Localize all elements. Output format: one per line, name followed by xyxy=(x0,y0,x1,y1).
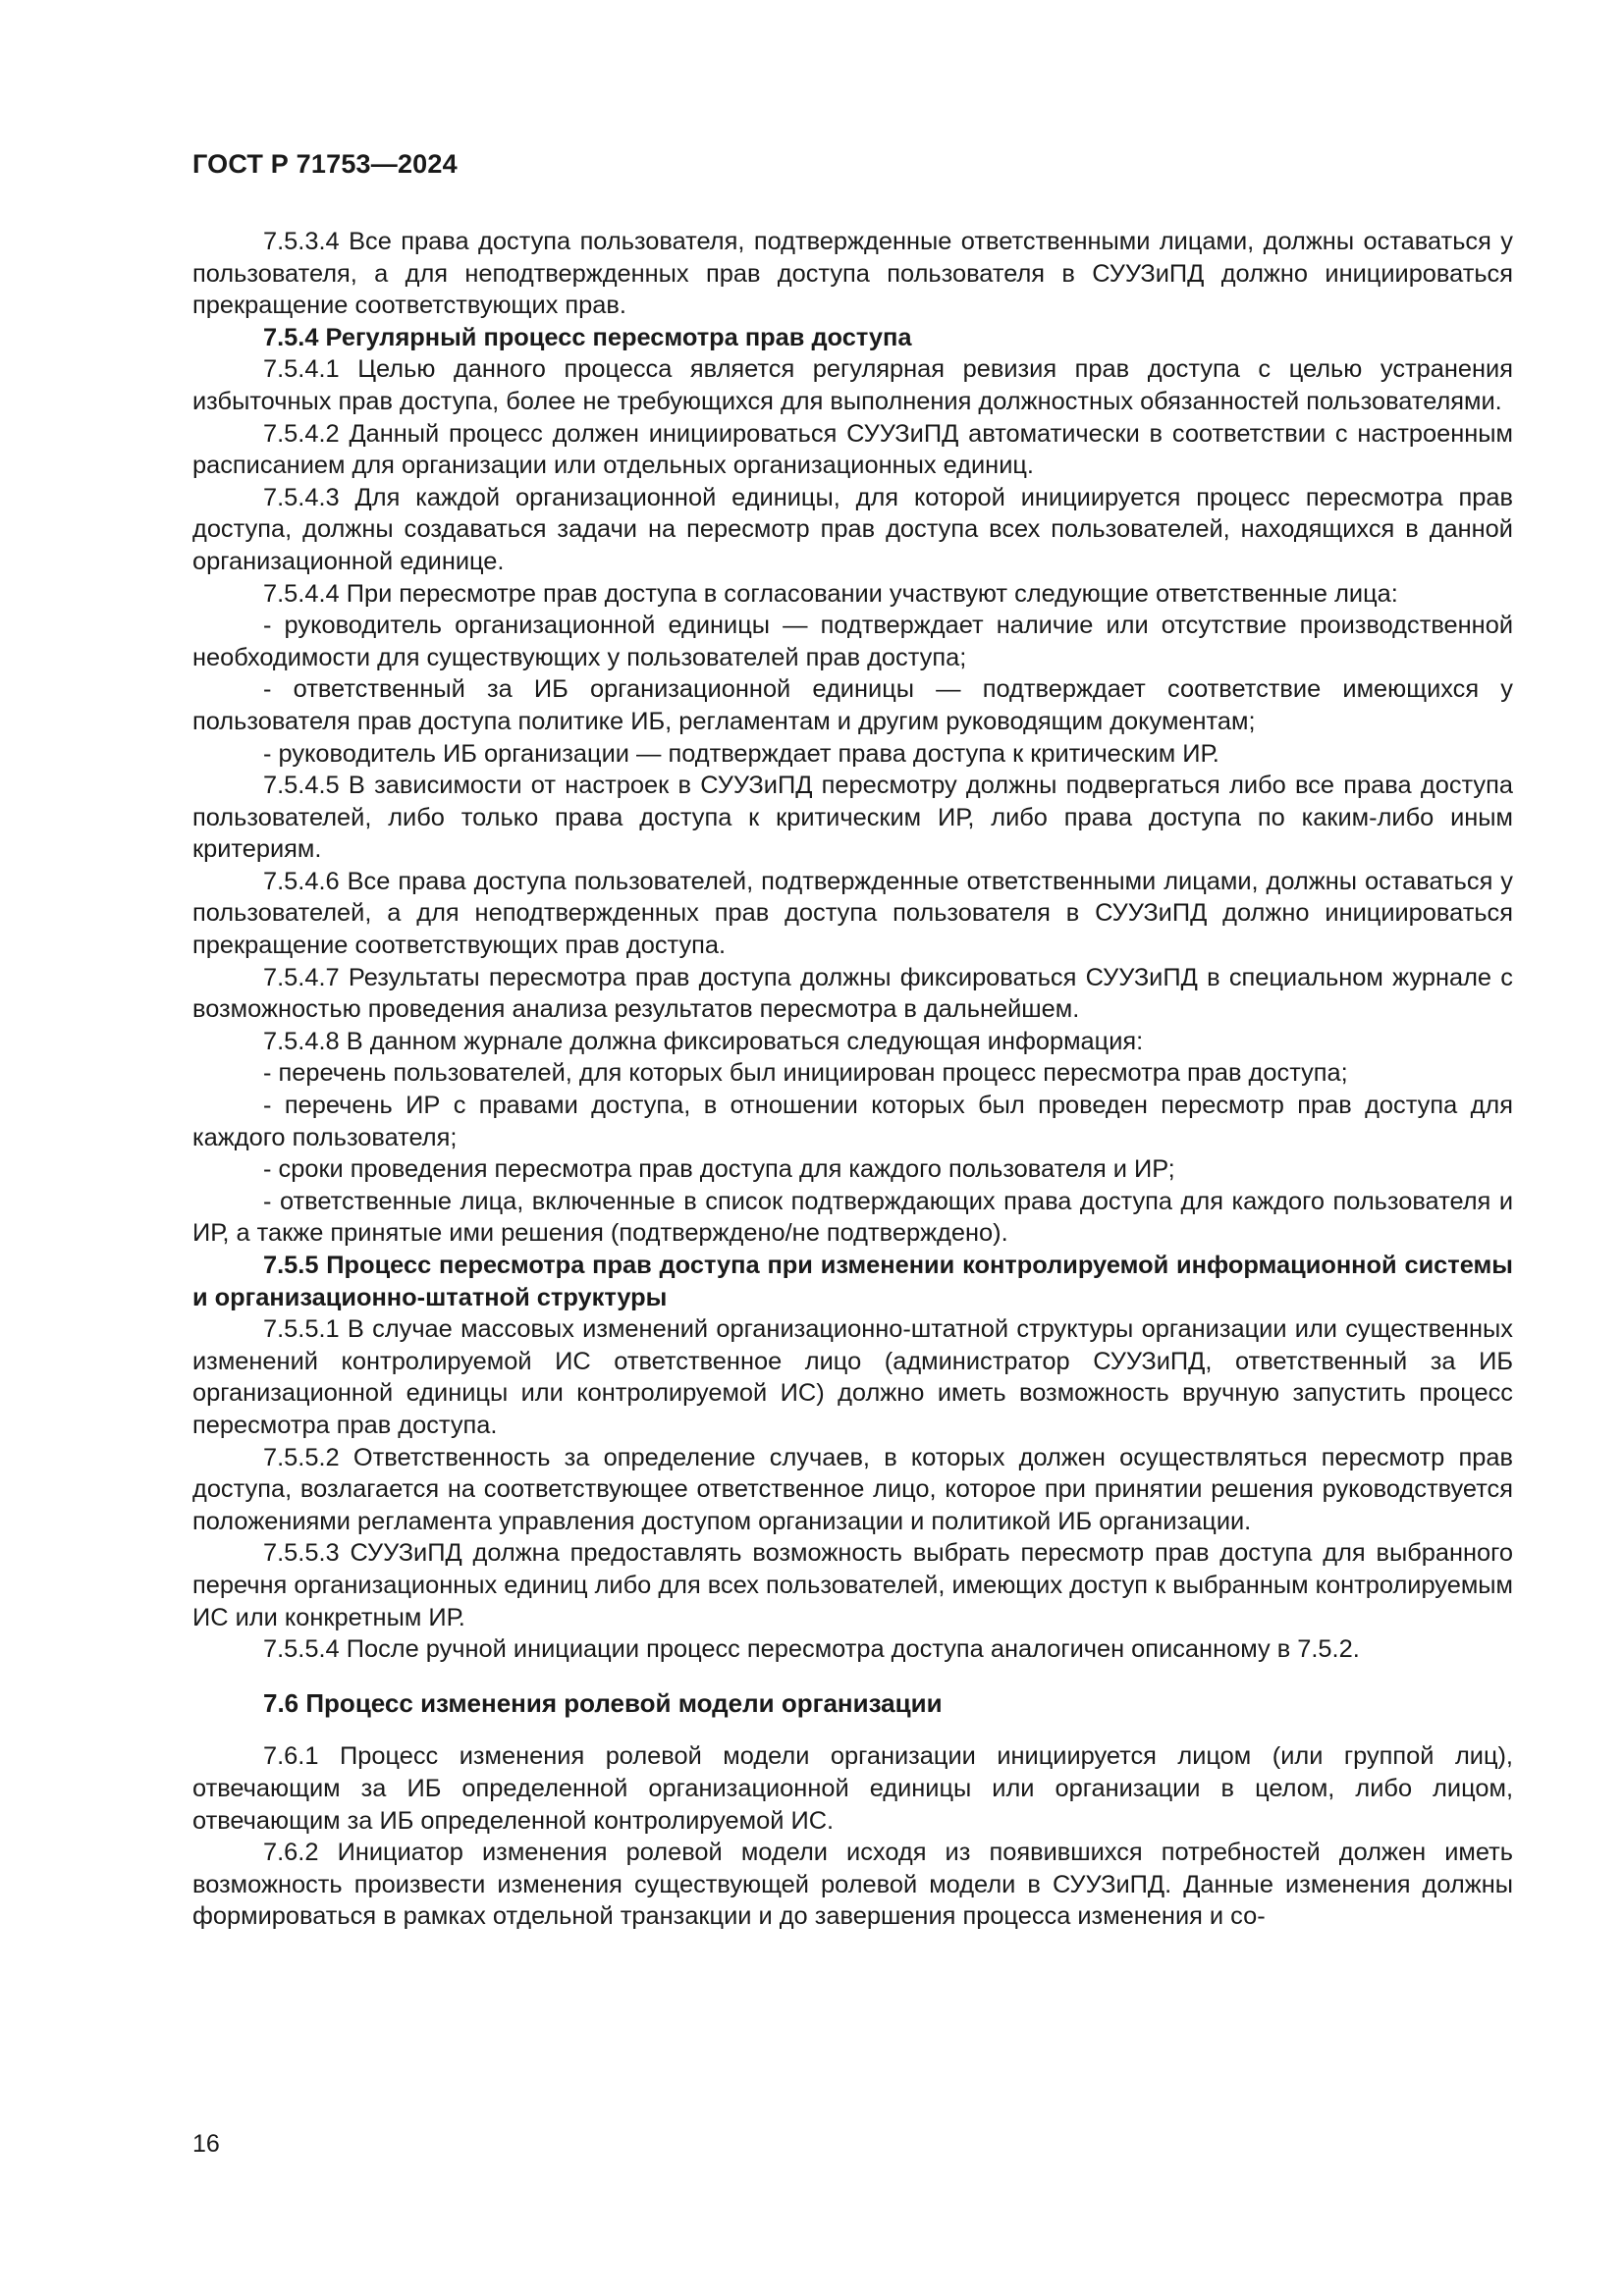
subsection-heading: 7.5.5 Процесс пересмотра прав доступа при изменении контролируемой информационной системы и организационно-штатной структуры xyxy=(192,1252,1513,1311)
paragraph: - руководитель организационной единицы — подтверждает наличие или отсутствие производственной необходимости для существующих у пользователей прав доступа; xyxy=(192,612,1513,671)
paragraph: 7.5.4.6 Все права доступа пользователей, подтвержденные ответственными лицами, должны оставаться у пользователей, а для неподтвержденных прав доступа пользователя в СУУЗиПД должно инициироваться прекращение соответствующих прав доступа. xyxy=(192,867,1513,960)
section-heading: 7.6 Процесс изменения ролевой модели организации xyxy=(263,1687,943,1718)
paragraph: 7.5.4.4 При пересмотре прав доступа в согласовании участвуют следующие ответственные лица: xyxy=(263,579,1398,608)
paragraph: 7.5.4.1 Целью данного процесса является регулярная ревизия прав доступа с целью устранения избыточных прав доступа, более не требующихся для выполнения должностных обязанностей пользователями. xyxy=(192,355,1513,415)
paragraph: 7.5.5.1 В случае массовых изменений организационно-штатной структуры организации или существенных изменений контролируемой ИС ответственное лицо (администратор СУУЗиПД, ответственный за ИБ организационной единицы или контролируемой ИС) должно иметь возможность вручную запустить процесс пересмотра прав доступа. xyxy=(192,1315,1513,1439)
paragraph: - руководитель ИБ организации — подтверждает права доступа к критическим ИР. xyxy=(263,739,1219,768)
paragraph: 7.5.4.8 В данном журнале должна фиксироваться следующая информация: xyxy=(263,1027,1144,1055)
paragraph: 7.5.4.5 В зависимости от настроек в СУУЗиПД пересмотру должны подвергаться либо все права доступа пользователей, либо только права доступа к критическим ИР, либо права доступа по каким-либо иным критериям. xyxy=(192,772,1513,864)
document-body xyxy=(192,226,1513,1933)
paragraph: - сроки проведения пересмотра прав доступа для каждого пользователя и ИР; xyxy=(263,1155,1175,1184)
paragraph: 7.5.4.3 Для каждой организационной единицы, для которой инициируется процесс пересмотра прав доступа, должны создаваться задачи на пересмотр прав доступа всех пользователей, находящихся в данной организационной единице. xyxy=(192,483,1513,575)
paragraph: - перечень ИР с правами доступа, в отношении которых был проведен пересмотр прав доступа для каждого пользователя; xyxy=(192,1092,1513,1151)
paragraph: - ответственные лица, включенные в список подтверждающих права доступа для каждого пользователя и ИР, а также принятые ими решения (подтверждено/не подтверждено). xyxy=(192,1187,1513,1248)
paragraph: 7.5.4.2 Данный процесс должен инициироваться СУУЗиПД автоматически в соответствии с настроенным расписанием для организации или отдельных организационных единиц. xyxy=(192,419,1513,480)
subsection-heading: 7.5.4 Регулярный процесс пересмотра прав доступа xyxy=(263,323,912,351)
paragraph: 7.5.5.3 СУУЗиПД должна предоставлять возможность выбрать пересмотр прав доступа для выбранного перечня организационных единиц либо для всех пользователей, имеющих доступ к выбранным контролируемым ИС или конкретным ИР. xyxy=(192,1539,1513,1631)
paragraph: 7.6.1 Процесс изменения ролевой модели организации инициируется лицом (или группой лиц), отвечающим за ИБ определенной организационной единицы или организации в целом, либо лицом, отвечающим за ИБ определенной контролируемой ИС. xyxy=(192,1742,1513,1835)
paragraph: 7.5.3.4 Все права доступа пользователя, подтвержденные ответственными лицами, должны оставаться у пользователя, а для неподтвержденных прав доступа пользователя в СУУЗиПД должно инициироваться прекращение соответствующих прав. xyxy=(192,228,1513,320)
page-number: 16 xyxy=(192,2130,220,2158)
paragraph: - ответственный за ИБ организационной единицы — подтверждает соответствие имеющихся у пользователя прав доступа политике ИБ, регламентам и другим руководящим документам; xyxy=(192,675,1513,735)
paragraph: - перечень пользователей, для которых был инициирован процесс пересмотра прав доступа; xyxy=(263,1059,1348,1088)
document-header-code: ГОСТ Р 71753—2024 xyxy=(192,149,458,179)
paragraph: 7.5.4.7 Результаты пересмотра прав доступа должны фиксироваться СУУЗиПД в специальном журнале с возможностью проведения анализа результатов пересмотра в дальнейшем. xyxy=(192,963,1513,1024)
paragraph: 7.5.5.2 Ответственность за определение случаев, в которых должен осуществляться пересмотр прав доступа, возлагается на соответствующее ответственное лицо, которое при принятии решения руководствуется положениями регламента управления доступом организации и политикой ИБ организации. xyxy=(192,1443,1513,1535)
paragraph: 7.6.2 Инициатор изменения ролевой модели исходя из появившихся потребностей должен иметь возможность произвести изменения существующей ролевой модели в СУУЗиПД. Данные изменения должны формироваться в рамках отдельной транзакции и до завершения процесса изменения и со- xyxy=(192,1839,1513,1931)
paragraph: 7.5.5.4 После ручной инициации процесс пересмотра доступа аналогичен описанному в 7.5.2. xyxy=(263,1635,1360,1664)
